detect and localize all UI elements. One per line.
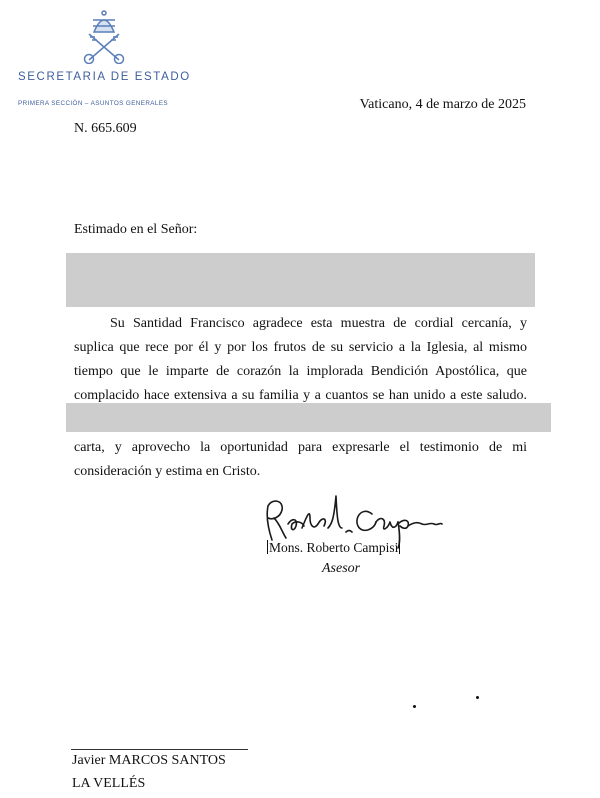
closing-paragraph bbox=[74, 436, 527, 484]
signatory-role: Asesor bbox=[322, 561, 361, 576]
salutation: Estimado en el Señor: bbox=[74, 222, 198, 237]
signature-bracket bbox=[267, 540, 268, 554]
dateline: Vaticano, 4 de marzo de 2025 bbox=[359, 97, 526, 112]
protocol-number: N. 665.609 bbox=[74, 121, 137, 136]
redacted-block bbox=[66, 253, 535, 307]
signatory-name bbox=[266, 540, 401, 556]
papal-keys-emblem bbox=[80, 10, 128, 64]
closing-line: consideración y estima en Cristo. bbox=[74, 464, 261, 479]
issuing-office: SECRETARIA DE ESTADO bbox=[18, 71, 191, 83]
redacted-block bbox=[66, 403, 551, 432]
signature-bracket bbox=[399, 540, 400, 554]
body-paragraph: Su Santidad Francisco agradece esta muestra de cordial cercanía, y suplica que rece por él y por los frutos de su servicio a la Iglesia, al mismo tiempo que le imparte de corazón la implorada Bendición Apostólica, que complacido hace extensiva a su familia y a cuantos se han unido a este saludo. bbox=[74, 316, 527, 403]
recipient-name: Javier MARCOS SANTOS bbox=[72, 753, 226, 768]
recipient-place: LA VELLÉS bbox=[72, 776, 146, 791]
ink-dot bbox=[413, 705, 416, 708]
address-rule bbox=[71, 749, 248, 750]
closing-line: carta, y aprovecho la oportunidad para expresarle el testimonio de mi bbox=[74, 440, 527, 455]
signatory-name-text: Mons. Roberto Campisi bbox=[269, 540, 399, 555]
ink-dot bbox=[476, 696, 479, 699]
office-section: PRIMERA SECCIÓN – ASUNTOS GENERALES bbox=[18, 100, 169, 107]
